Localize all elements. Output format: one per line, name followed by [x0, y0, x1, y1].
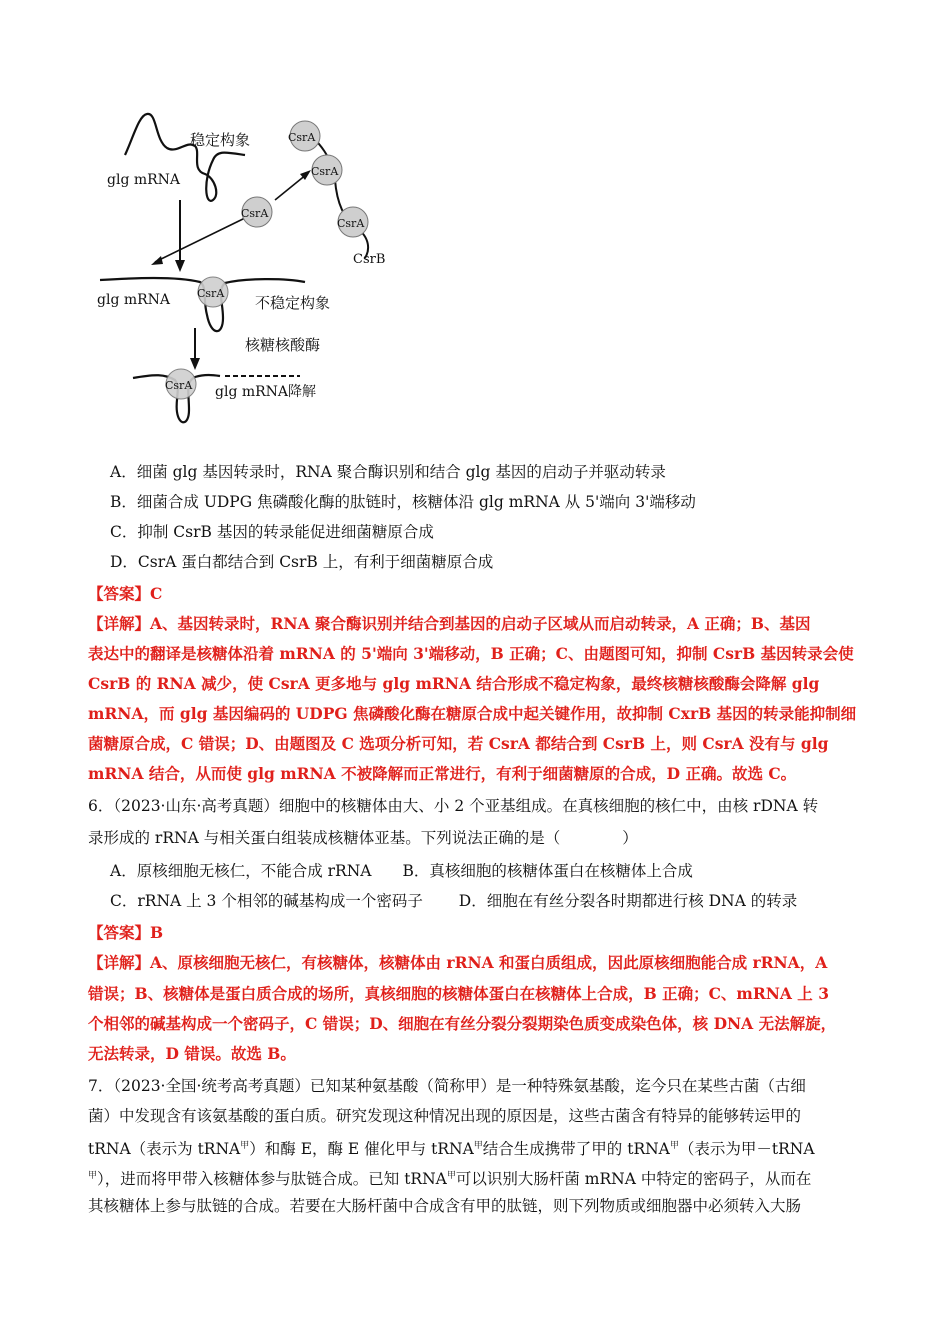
q7-stem-line: 其核糖体上参与肽链的合成。若要在大肠杆菌中合成含有甲的肽链，则下列物质或细胞器中必须转入大肠 [88, 1197, 802, 1215]
q7-text: （表示为甲－tRNA [678, 1140, 815, 1159]
q7-text: 可以识别大肠杆菌 mRNA 中特定的密码子，从而在 [455, 1170, 812, 1189]
q6-explain-line: 错误；B、核糖体是蛋白质合成的场所，真核细胞的核糖体蛋白在核糖体上合成，B 正确；C、mRNA 上 3 [88, 984, 829, 1003]
csra-regulation-diagram [95, 100, 415, 440]
q6-answer: 【答案】B [88, 923, 164, 942]
label-csrb: CsrB [353, 252, 386, 267]
label-csra: CsrA [337, 217, 365, 230]
label-csra: CsrA [241, 207, 269, 220]
label-glg-mrna-1: glg mRNA [107, 172, 181, 188]
sup-jia: 甲 [88, 1171, 98, 1181]
q6-stem-line: 6．（2023·山东·高考真题）细胞中的核糖体由大、小 2 个亚基组成。在真核细胞的核仁中，由核 rDNA 转 [88, 797, 819, 815]
sup-jia: 甲 [446, 1171, 456, 1181]
label-stable: 稳定构象 [190, 131, 251, 149]
label-glg-mrna-2: glg mRNA [97, 292, 171, 308]
label-degrade: glg mRNA降解 [215, 384, 317, 400]
q7-stem-line: 菌）中发现含有该氨基酸的蛋白质。研究发现这种情况出现的原因是，这些古菌含有特异的能够转运甲的 [88, 1107, 802, 1125]
q5-explain-line: mRNA，而 glg 基因编码的 UDPG 焦磷酸化酶在糖原合成中起关键作用，故抑制 CxrB 基因的转录能抑制细 [88, 704, 857, 723]
label-csra: CsrA [197, 287, 225, 300]
sup-jia: 甲 [473, 1141, 483, 1151]
q7-stem-line-4 [88, 1161, 910, 1194]
label-csra: CsrA [288, 131, 316, 144]
q5-answer: 【答案】C [88, 584, 163, 603]
q7-stem-line-3 [88, 1131, 910, 1164]
q5-explain-line: CsrB 的 RNA 减少，使 CsrA 更多地与 glg mRNA 结合形成不稳定构象，最终核糖核酸酶会降解 glg [88, 674, 820, 693]
q6-options-ab: A．原核细胞无核仁，不能合成 rRNA B．真核细胞的核糖体蛋白在核糖体上合成 [110, 862, 693, 880]
q5-explain-line: 表达中的翻译是核糖体沿着 mRNA 的 5'端向 3'端移动，B 正确；C、由题图可知，抑制 CsrB 基因转录会使 [88, 644, 854, 663]
q7-text: ），进而将甲带入核糖体参与肽链合成。已知 tRNA [97, 1170, 447, 1189]
q6-options-cd: C．rRNA 上 3 个相邻的碱基构成一个密码子 D．细胞在有丝分裂各时期都进行核 DNA 的转录 [110, 892, 798, 910]
q7-stem-line: 7．（2023·全国·统考高考真题）已知某种氨基酸（简称甲）是一种特殊氨基酸，迄今只在某些古菌（古细 [88, 1077, 806, 1095]
q5-option-a: A．细菌 glg 基因转录时，RNA 聚合酶识别和结合 glg 基因的启动子并驱动转录 [110, 463, 666, 481]
q6-stem-line: 录形成的 rRNA 与相关蛋白组装成核糖体亚基。下列说法正确的是（ ） [88, 829, 638, 847]
q5-option-c: C．抑制 CsrB 基因的转录能促进细菌糖原合成 [110, 523, 434, 541]
q7-text: tRNA（表示为 tRNA [88, 1140, 241, 1159]
label-csra: CsrA [165, 379, 193, 392]
q7-text: ）和酶 E，酶 E 催化甲与 tRNA [249, 1140, 474, 1159]
label-csra: CsrA [311, 165, 339, 178]
sup-jia: 甲 [669, 1141, 679, 1151]
q5-explain-line: mRNA 结合，从而使 glg mRNA 不被降解而正常进行，有利于细菌糖原的合成，D 正确。故选 C。 [88, 764, 797, 783]
q6-explain-line: 个相邻的碱基构成一个密码子，C 错误；D、细胞在有丝分裂分裂期染色质变成染色体，核 DNA 无法解旋， [88, 1014, 837, 1033]
sup-jia: 甲 [240, 1141, 250, 1151]
label-unstable: 不稳定构象 [255, 294, 331, 312]
q5-explain-line: 菌糖原合成，C 错误；D、由题图及 C 选项分析可知，若 CsrA 都结合到 CsrB 上，则 CsrA 没有与 glg [88, 734, 829, 753]
q7-text: 结合生成携带了甲的 tRNA [482, 1140, 670, 1159]
q5-option-d: D．CsrA 蛋白都结合到 CsrB 上，有利于细菌糖原合成 [110, 553, 494, 571]
q5-explain-line: 【详解】A、基因转录时，RNA 聚合酶识别并结合到基因的启动子区域从而启动转录，A 正确；B、基因 [88, 614, 811, 633]
q6-explain-line: 【详解】A、原核细胞无核仁，有核糖体，核糖体由 rRNA 和蛋白质组成，因此原核细胞能合成 rRNA，A [88, 953, 828, 972]
q6-explain-line: 无法转录，D 错误。故选 B。 [88, 1044, 296, 1063]
q5-option-b: B．细菌合成 UDPG 焦磷酸化酶的肽链时，核糖体沿 glg mRNA 从 5'端向 3'端移动 [110, 493, 696, 511]
label-rnase: 核糖核酸酶 [245, 336, 321, 354]
